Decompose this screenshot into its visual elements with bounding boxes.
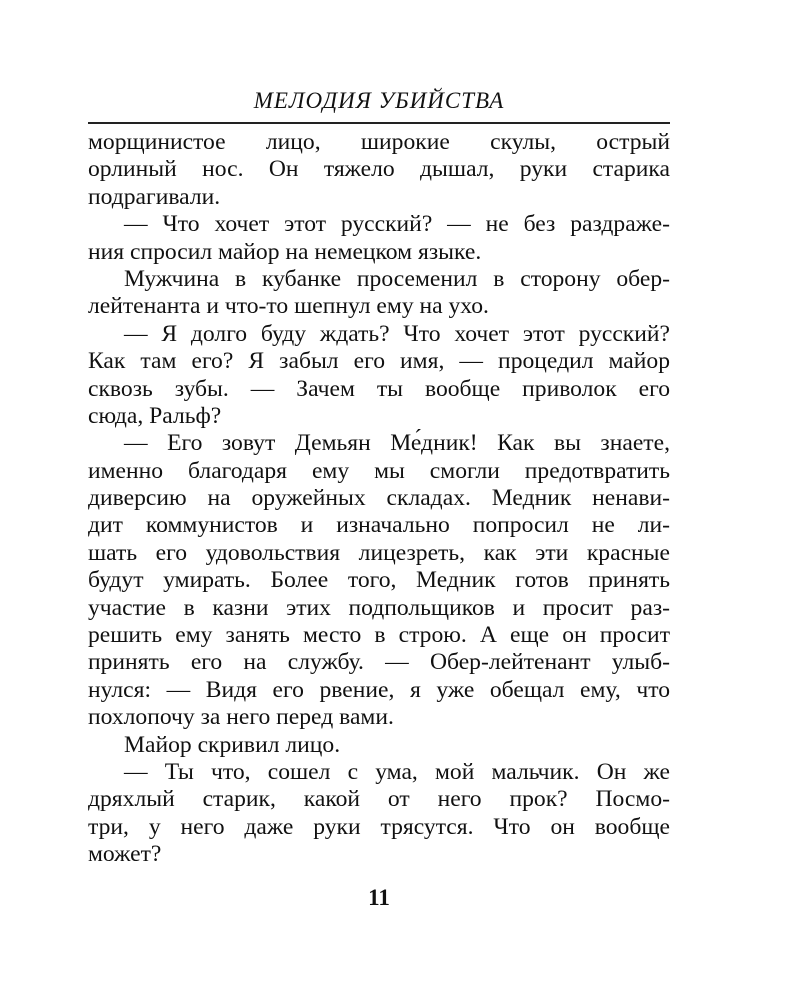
text-line: сюда, Ральф?	[88, 402, 222, 429]
text-line: принять его на службу. — Обер-лейтенант улыб-	[88, 649, 670, 676]
text-line: — Ты что, сошел с ума, мой мальчик. Он же	[124, 758, 670, 785]
text-line: — Я долго буду ждать? Что хочет этот русский?	[124, 320, 670, 347]
text-line: нулся: — Видя его рвение, я уже обещал ему, что	[88, 676, 670, 703]
text-line: — Что хочет этот русский? — не без раздраже-	[124, 211, 670, 238]
header-rule	[88, 122, 670, 124]
text-line: Майор скривил лицо.	[124, 731, 341, 758]
text-line: решить ему занять место в строю. А еще он просит	[88, 622, 670, 649]
text-line: морщинистое лицо, широкие скулы, острый	[88, 129, 670, 155]
text-line: именно благодаря ему мы смогли предотвратить	[88, 457, 670, 484]
text-line: ния спросил майор на немецком языке.	[88, 238, 482, 265]
page-number: 11	[368, 885, 390, 910]
text-line: дряхлый старик, какой от него прок? Посмо-	[88, 786, 670, 813]
text-line: лейтенанта и что-то шепнул ему на ухо.	[88, 293, 489, 320]
text-line: диверсию на оружейных складах. Медник ненави-	[88, 485, 670, 512]
text-line: три, у него даже руки трясутся. Что он вообще	[88, 813, 670, 840]
text-line: Как там его? Я забыл его имя, — процедил майор	[88, 348, 670, 375]
body-text	[88, 129, 670, 869]
text-line: орлиный нос. Он тяжело дышал, руки старика	[88, 156, 670, 183]
text-line: дит коммунистов и изначально попросил не ли-	[88, 512, 670, 539]
text-line: — Его зовут Демьян Ме́дник! Как вы знаете,	[124, 430, 670, 457]
text-line: подрагивали.	[88, 183, 221, 210]
text-line: может?	[88, 841, 162, 868]
text-line: шать его удовольствия лицезреть, как эти красные	[88, 539, 670, 566]
text-line: участие в казни этих подпольщиков и просит раз-	[88, 594, 670, 621]
text-line: будут умирать. Более того, Медник готов принять	[88, 567, 670, 594]
text-line: сквозь зубы. — Зачем ты вообще приволок его	[88, 375, 670, 402]
text-line: похлопочу за него перед вами.	[88, 704, 394, 731]
running-head: МЕЛОДИЯ УБИЙСТВА	[253, 88, 505, 113]
text-line: Мужчина в кубанке просеменил в сторону обер-	[124, 265, 670, 292]
